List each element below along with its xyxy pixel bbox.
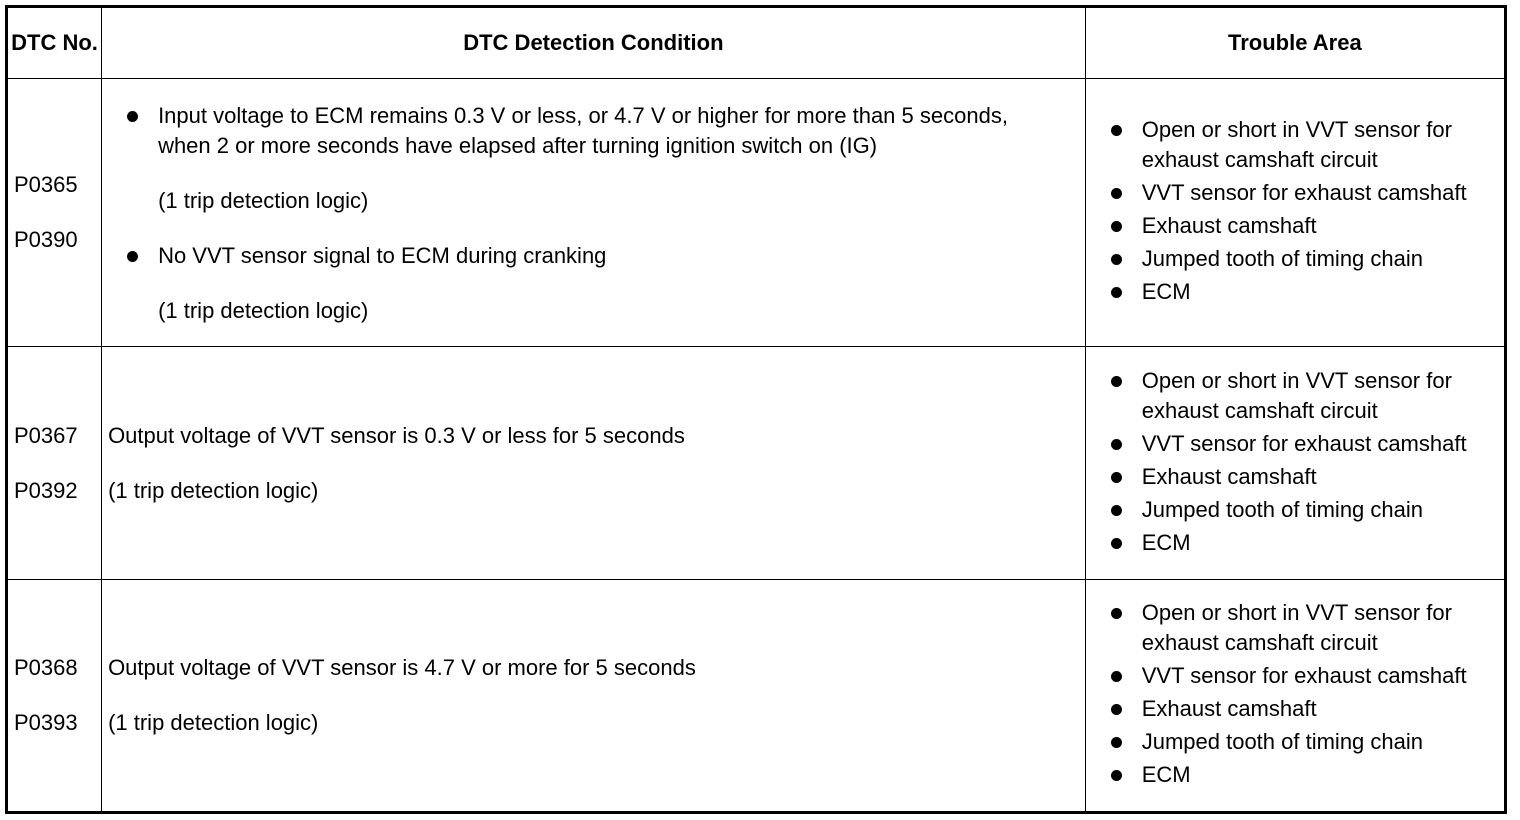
detection-logic: (1 trip detection logic) (158, 187, 369, 213)
trouble-area-item: Exhaust camshaft (1086, 211, 1504, 241)
trouble-area-item: VVT sensor for exhaust camshaft (1086, 178, 1504, 208)
trouble-area-item: Jumped tooth of timing chain (1086, 727, 1504, 757)
header-dtc-no: DTC No. (7, 7, 102, 79)
dtc-code: P0367 (14, 422, 78, 448)
header-detection-condition: DTC Detection Condition (102, 7, 1086, 79)
trouble-area-item: Jumped tooth of timing chain (1086, 495, 1504, 525)
table-row (7, 347, 1506, 580)
trouble-area-item: ECM (1086, 528, 1504, 558)
table-row (7, 580, 1506, 813)
trouble-area-item: Open or short in VVT sensor for exhaust camshaft circuit (1086, 366, 1504, 426)
dtc-code: P0365 (14, 172, 78, 197)
trouble-area-item: Open or short in VVT sensor for exhaust camshaft circuit (1086, 115, 1504, 175)
trouble-area-item: VVT sensor for exhaust camshaft (1086, 661, 1504, 691)
trouble-area-item: Jumped tooth of timing chain (1086, 244, 1504, 274)
condition-text: Output voltage of VVT sensor is 4.7 V or more for 5 seconds (108, 655, 696, 680)
condition-item (102, 241, 1085, 325)
dtc-table (5, 5, 1507, 814)
condition-text: Input voltage to ECM remains 0.3 V or less, or 4.7 V or higher for more than 5 seconds, when 2 or more seconds have elapsed after turning ignition switch on (IG) (158, 102, 1008, 158)
trouble-area-cell (1085, 347, 1505, 580)
trouble-area-item: Exhaust camshaft (1086, 462, 1504, 492)
trouble-area-item: VVT sensor for exhaust camshaft (1086, 429, 1504, 459)
trouble-area-item: Open or short in VVT sensor for exhaust camshaft circuit (1086, 598, 1504, 658)
trouble-area-cell (1085, 580, 1505, 813)
trouble-area-item: ECM (1086, 760, 1504, 790)
dtc-code: P0393 (14, 710, 78, 735)
detection-logic: (1 trip detection logic) (158, 297, 369, 323)
condition-cell (102, 347, 1086, 580)
table-row (7, 79, 1506, 347)
dtc-code: P0368 (14, 655, 78, 680)
dtc-code: P0392 (14, 477, 78, 503)
header-row (7, 7, 1506, 79)
detection-logic: (1 trip detection logic) (108, 477, 319, 503)
condition-cell (102, 580, 1086, 813)
dtc-code: P0390 (14, 227, 78, 252)
dtc-code-cell (7, 79, 102, 347)
dtc-code-cell (7, 347, 102, 580)
trouble-area-item: ECM (1086, 277, 1504, 307)
header-trouble-area: Trouble Area (1085, 7, 1505, 79)
condition-text: No VVT sensor signal to ECM during cranking (158, 242, 607, 268)
trouble-area-item: Exhaust camshaft (1086, 694, 1504, 724)
condition-text: Output voltage of VVT sensor is 0.3 V or less for 5 seconds (108, 422, 685, 448)
dtc-code-cell (7, 580, 102, 813)
detection-logic: (1 trip detection logic) (108, 710, 319, 735)
trouble-area-cell (1085, 79, 1505, 347)
condition-item (102, 101, 1085, 215)
condition-cell (102, 79, 1086, 347)
